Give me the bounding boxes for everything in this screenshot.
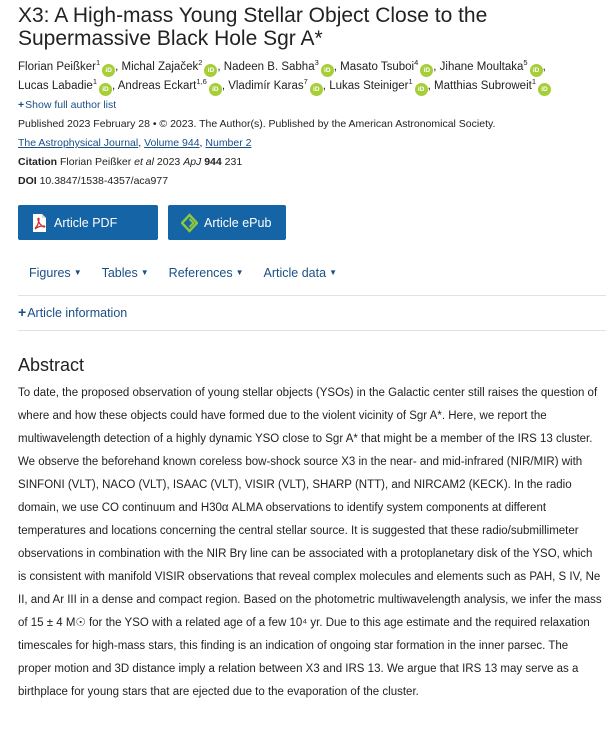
article-epub-label: Article ePub	[204, 215, 272, 230]
author-affiliation: 3	[314, 58, 319, 68]
orcid-icon[interactable]: iD	[530, 64, 543, 77]
plus-icon: +	[18, 99, 25, 111]
tab-figures-label: Figures	[29, 266, 71, 280]
author-name[interactable]: Masato Tsuboi	[340, 61, 415, 73]
orcid-icon[interactable]: iD	[204, 64, 217, 77]
article-epub-button[interactable]	[168, 205, 286, 240]
orcid-icon[interactable]: iD	[310, 83, 323, 96]
author-name[interactable]: Lukas Steiniger	[329, 80, 409, 92]
citation-line	[18, 153, 612, 172]
show-all-authors-link[interactable]	[18, 99, 116, 111]
doi-line	[18, 172, 612, 191]
tab-references-label: References	[168, 266, 233, 280]
doi-label: DOI	[18, 175, 37, 187]
author-name[interactable]: Florian Peißker	[18, 61, 96, 73]
citation-page: 231	[224, 156, 243, 168]
author-affiliation: 1	[408, 77, 413, 87]
article-information-label: Article information	[27, 306, 128, 320]
orcid-icon[interactable]: iD	[321, 64, 334, 77]
orcid-icon[interactable]: iD	[102, 64, 115, 77]
citation-etal: et al	[134, 156, 154, 168]
download-buttons	[18, 205, 612, 240]
tab-tables-label: Tables	[101, 266, 138, 280]
citation-authors: Florian Peißker	[60, 156, 132, 168]
orcid-icon[interactable]: iD	[538, 83, 551, 96]
author-name[interactable]: Vladimír Karas	[228, 80, 304, 92]
article-pdf-label: Article PDF	[54, 215, 118, 230]
tab-article-data-label: Article data	[263, 266, 327, 280]
doi-value[interactable]: 10.3847/1538-4357/aca977	[39, 175, 169, 187]
tab-figures[interactable]	[29, 266, 82, 280]
article-information-toggle[interactable]	[18, 304, 612, 320]
author-affiliation: 1	[531, 77, 536, 87]
journal-line: The Astrophysical Journal, Volume 944, Number 2	[18, 137, 252, 149]
author-item[interactable]	[18, 58, 115, 74]
caret-down-icon: ▼	[235, 268, 244, 277]
plus-icon: +	[18, 304, 27, 320]
author-affiliation: 1,6	[196, 77, 207, 87]
caret-down-icon: ▼	[329, 268, 337, 277]
author-name[interactable]: Nadeen B. Sabha	[223, 61, 315, 73]
author-affiliation: 5	[523, 58, 528, 68]
abstract-text: To date, the proposed observation of young stellar objects (YSOs) in the Galactic center still raises the question of where and how these objects could have formed due to the violent vicinity of Sgr A*. Here, we report the multiwavelength detection of a highly dynamic YSO close to Sgr A* that might be a member of the IRS 13 cluster. We observe the beforehand known coreless bow-shock source X3 in the near- and mid-infrared (NIR/MIR) with SINFONI (VLT), NACO (VLT), ISAAC (VLT), VISIR (VLT), SHARP (NTT), and NIRCAM2 (KECK). In the radio domain, we use CO continuum and H30α ALMA observations to identify system components at different temperatures and locations concerning the central stellar source. It is suggested that these radio/submillimeter observations in combination with the NIR Brγ line can be associated with a protoplanetary disk of the YSO, which is consistent with manifold VISIR observations that reveal complex molecules and elements such as PAH, S IV, Ne II, and Ar III in a dense and compact region. Based on the photometric multiwavelength analysis, we infer the mass of 15 ± 4 M☉ for the YSO with a related age of a few 10⁴ yr. Due to this age estimate and the required relaxation timescales for high-mass stars, this finding is an indication of ongoing star formation in the inner parsec. The proper motion and 3D distance imply a relation between X3 and IRS 13. We argue that IRS 13 may serve as a birthplace for young stars that are ejected due to the evaporation of the cluster.	[18, 387, 602, 698]
author-item[interactable]	[340, 58, 433, 74]
citation-label: Citation	[18, 156, 58, 168]
article-tabs	[18, 266, 612, 280]
author-name[interactable]: Jihane Moultaka	[439, 61, 524, 73]
epub-icon	[181, 213, 198, 233]
author-name[interactable]: Andreas Eckart	[117, 80, 197, 92]
author-affiliation: 1	[95, 58, 101, 68]
published-line: Published 2023 February 28 • © 2023. The Author(s). Published by the American Astronomical Society.	[18, 118, 496, 130]
publication-info	[18, 115, 612, 191]
tab-references[interactable]	[169, 266, 244, 280]
abstract-heading: Abstract	[18, 355, 85, 375]
author-item[interactable]	[223, 58, 334, 74]
number-link[interactable]: Number 2	[205, 137, 252, 149]
tab-article-data[interactable]	[264, 266, 337, 280]
orcid-icon[interactable]: iD	[420, 64, 433, 77]
orcid-icon[interactable]: iD	[99, 83, 112, 96]
author-item[interactable]	[121, 58, 218, 74]
author-item[interactable]	[329, 77, 427, 93]
author-item[interactable]	[434, 77, 551, 93]
author-name[interactable]: Michal Zajaček	[121, 61, 199, 73]
journal-link[interactable]: The Astrophysical Journal	[18, 137, 139, 149]
volume-link[interactable]: Volume 944	[144, 137, 200, 149]
show-all-authors-label: Show full author list	[25, 99, 117, 111]
caret-down-icon: ▼	[140, 268, 149, 277]
tab-tables[interactable]	[102, 266, 149, 280]
author-affiliation: 7	[303, 77, 308, 87]
author-name[interactable]: Matthias Subroweit	[434, 80, 532, 92]
author-list: Florian Peißker$^1$iD , Michal Zajaček$^2$iD , Nadeen B. Sabha$^3$iD , Masato Tsuboi$^4$iD , Jihane Moultaka$^5$iD , Lucas Labadie$^1$iD , Andreas Eckart$^{1,6}$iD , Vladimír Karas$^7$iD , Lukas Steiniger$^1$iD , Matthias Subroweit$^1$iD +Show full author list	[18, 58, 608, 115]
author-affiliation: 1	[92, 77, 97, 87]
author-affiliation: 4	[414, 58, 419, 68]
orcid-icon[interactable]: iD	[415, 83, 428, 96]
divider	[18, 295, 606, 296]
author-item[interactable]	[439, 58, 543, 74]
author-affiliation: 2	[198, 58, 203, 68]
divider	[18, 330, 606, 331]
citation-volume: 944	[204, 156, 222, 168]
citation-journal: ApJ	[183, 156, 202, 168]
article-pdf-button[interactable]	[18, 205, 158, 240]
caret-down-icon: ▼	[73, 268, 82, 277]
author-item[interactable]	[18, 77, 112, 93]
orcid-icon[interactable]: iD	[209, 83, 222, 96]
pdf-icon	[31, 213, 48, 233]
author-item[interactable]	[117, 77, 222, 93]
author-item[interactable]	[228, 77, 323, 93]
citation-year: 2023	[156, 156, 181, 168]
author-name[interactable]: Lucas Labadie	[18, 80, 93, 92]
article-title: X3: A High-mass Young Stellar Object Close to the Supermassive Black Hole Sgr A*	[18, 4, 488, 50]
